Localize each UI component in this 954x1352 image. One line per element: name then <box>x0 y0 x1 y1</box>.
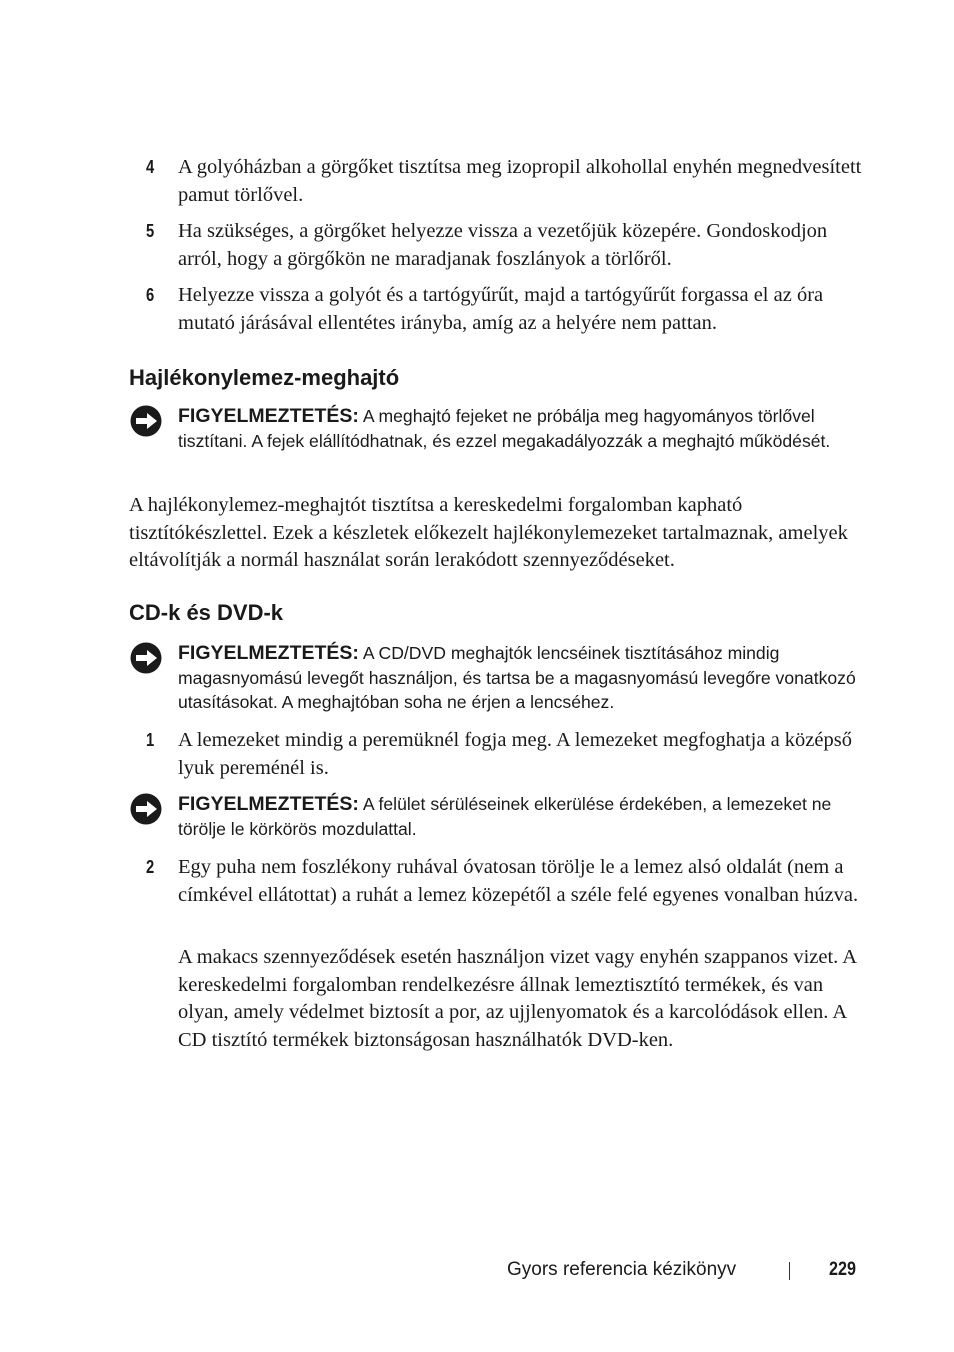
step-text: Egy puha nem foszlékony ruhával óvatosan törölje le a lemez alsó oldalát (nem a címkével ellátottat) a ruhát a lemez közepétől a széle felé egyenes vonalban húzva. <box>178 856 859 906</box>
step-text: Helyezze vissza a golyót és a tartógyűrűt, majd a tartógyűrűt forgassa el az óra mutató járásával ellentétes irányba, amíg az a helyére nem pattan. <box>178 284 824 334</box>
step-item <box>146 154 866 209</box>
warning-label: FIGYELMEZTETÉS: <box>178 405 359 427</box>
warning-block <box>130 641 870 715</box>
step-text: A golyóházban a görgőket tisztítsa meg izopropil alkohollal enyhén megnedvesített pamut törlővel. <box>178 156 862 206</box>
section-heading: CD-k és DVD-k <box>129 600 284 625</box>
warning-block <box>130 792 870 841</box>
warning-text <box>178 792 870 841</box>
warning-arrow-icon <box>130 405 162 437</box>
section-heading: Hajlékonylemez-meghajtó <box>129 365 400 390</box>
footer-divider <box>789 1262 790 1280</box>
warning-label: FIGYELMEZTETÉS: <box>178 793 359 815</box>
step-item <box>146 282 866 337</box>
step-number: 2 <box>146 857 155 877</box>
warning-label: FIGYELMEZTETÉS: <box>178 642 359 664</box>
step-number: 5 <box>146 221 155 241</box>
warning-arrow-icon <box>130 793 162 825</box>
step-continuation-paragraph: A makacs szennyeződések esetén használjon vizet vagy enyhén szappanos vizet. A kereskedelmi forgalomban rendelkezésre állnak lemeztisztító termékek, és van olyan, amely védelmet biztosít a por, az ujjlenyomatok és a karcolódások ellen. A CD tisztító termékek biztonságosan használhatók DVD-ken. <box>178 946 856 1051</box>
body-paragraph: A hajlékonylemez-meghajtót tisztítsa a kereskedelmi forgalomban kapható tisztítókészlettel. Ezek a készletek előkezelt hajlékonylemezeket tartalmaznak, amelyek eltávolítják a normál használat során lerakódott szennyeződéseket. <box>129 494 848 571</box>
warning-text <box>178 641 870 715</box>
warning-text <box>178 404 870 453</box>
step-item <box>146 218 866 273</box>
warning-body: A meghajtó fejeket ne próbálja meg hagyományos törlővel tisztítani. A fejek elállítódhatnak, és ezzel megakadályozzák a meghajtó működését. <box>178 406 831 451</box>
page-footer <box>500 1256 862 1284</box>
step-text: Ha szükséges, a görgőket helyezze vissza a vezetőjük közepére. Gondoskodjon arról, hogy a görgőkön ne maradjanak foszlányok a törlőről. <box>178 220 828 270</box>
step-text: A lemezeket mindig a peremüknél fogja meg. A lemezeket megfoghatja a középső lyuk pereménél is. <box>178 729 852 779</box>
page-number: 229 <box>829 1259 856 1280</box>
warning-body: A CD/DVD meghajtók lencséinek tisztításához mindig magasnyomású levegőt használjon, és tartsa be a magasnyomású levegőre vonatkozó utasításokat. A meghajtóban soha ne érjen a lencséhez. <box>178 643 856 712</box>
warning-arrow-icon <box>130 642 162 674</box>
step-item <box>146 854 866 909</box>
step-number: 6 <box>146 285 155 305</box>
step-number: 4 <box>146 157 155 177</box>
footer-title: Gyors referencia kézikönyv <box>507 1259 737 1280</box>
warning-block <box>130 404 870 453</box>
step-item <box>146 727 866 782</box>
warning-body: A felület sérüléseinek elkerülése érdekében, a lemezeket ne törölje le körkörös mozdulattal. <box>178 794 832 839</box>
step-number: 1 <box>146 730 155 750</box>
